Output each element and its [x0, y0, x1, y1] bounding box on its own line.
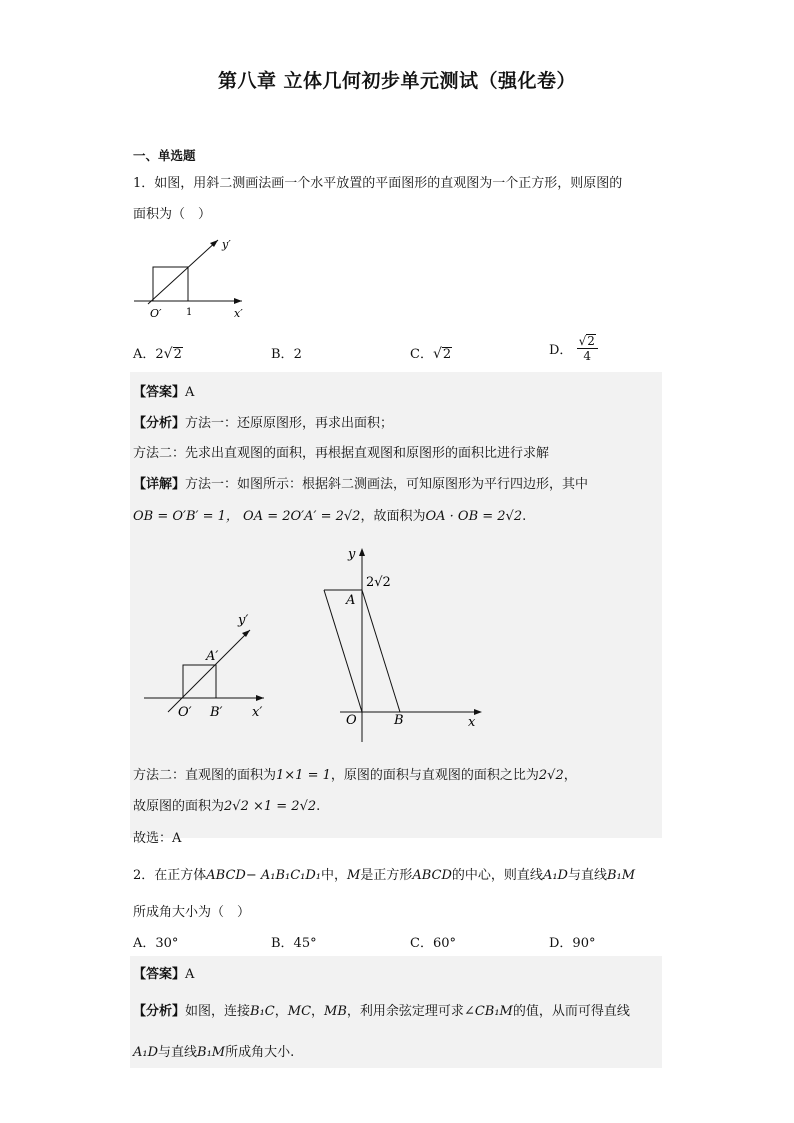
- q1-figure: [130, 232, 260, 324]
- fig3-value-label: 2√2: [366, 575, 391, 590]
- q1-method2-1: 方法二：直观图的面积为1×1 = 1，原图的面积与直观图的面积之比为2√2，: [133, 768, 577, 783]
- q1-analysis-1: 【分析】方法一：还原原图形，再求出面积；: [133, 416, 394, 431]
- q1-answer: 【答案】A: [133, 385, 195, 400]
- q2-stem-line1: 2．在正方体ABCD− A₁B₁C₁D₁中，M是正方形ABCD的中心，则直线A₁D与直线B₁M: [133, 868, 636, 883]
- fig3-a-label: A: [346, 593, 356, 608]
- q2-analysis-1: 【分析】如图，连接B₁C，MC，MB，利用余弦定理可求∠CB₁M的值，从而可得直线: [133, 1004, 630, 1019]
- q1-method2-2: 故原图的面积为2√2 ×1 = 2√2.: [133, 799, 321, 814]
- q2-analysis-2: A₁D与直线B₁M所成角大小.: [133, 1045, 295, 1060]
- fig3-x-label: x: [468, 715, 476, 730]
- q1-stem-line2: 面积为（ ）: [133, 207, 212, 222]
- q2-stem-line2: 所成角大小为（ ）: [133, 905, 251, 920]
- q1-option-a: A．2√2: [133, 346, 182, 362]
- q1-fig-x-label: x′: [234, 307, 243, 320]
- q1-option-d: D． $\frac{√2}{4}$: [549, 334, 598, 363]
- fig2-y-label: y′: [238, 613, 249, 628]
- q2-answer: 【答案】A: [133, 967, 195, 982]
- q1-option-c: C．√2: [410, 346, 452, 362]
- q2-option-c: C．60°: [410, 936, 456, 951]
- page-title: 第八章 立体几何初步单元测试（强化卷）: [217, 70, 577, 92]
- q1-detail-2: OB = O′B′ = 1， OA = 2O′A′ = 2√2，故面积为OA · OB = 2√2.: [133, 509, 527, 524]
- q2-option-a: A．30°: [133, 936, 179, 951]
- q2-option-d: D．90°: [549, 936, 596, 951]
- q1-choose: 故选：A: [133, 831, 182, 846]
- fig3-o-label: O: [346, 713, 357, 728]
- q1-option-b: B．2: [271, 347, 302, 362]
- fig3-y-label: y: [348, 547, 356, 562]
- fig3-b-label: B: [394, 713, 404, 728]
- q2-option-b: B．45°: [271, 936, 317, 951]
- q1-fig-origin: O′: [150, 307, 162, 320]
- fig2-x-label: x′: [252, 705, 263, 720]
- q1-original-figure: [310, 542, 490, 748]
- q1-fig-y-label: y′: [222, 238, 231, 251]
- q1-intuitive-figure: [140, 602, 280, 724]
- q1-stem-line1: 1．如图，用斜二测画法画一个水平放置的平面图形的直观图为一个正方形，则原图的: [133, 176, 623, 191]
- fig2-b-label: B′: [210, 705, 223, 720]
- fig2-o-label: O′: [178, 705, 192, 720]
- section-heading: 一、单选题: [133, 148, 196, 163]
- q1-fig-tick: 1: [186, 307, 193, 318]
- q1-analysis-2: 方法二：先求出直观图的面积，再根据直观图和原图形的面积比进行求解: [133, 446, 550, 461]
- q1-detail-1: 【详解】方法一：如图所示：根据斜二测画法，可知原图形为平行四边形，其中: [133, 477, 589, 492]
- fig2-a-label: A′: [206, 649, 219, 664]
